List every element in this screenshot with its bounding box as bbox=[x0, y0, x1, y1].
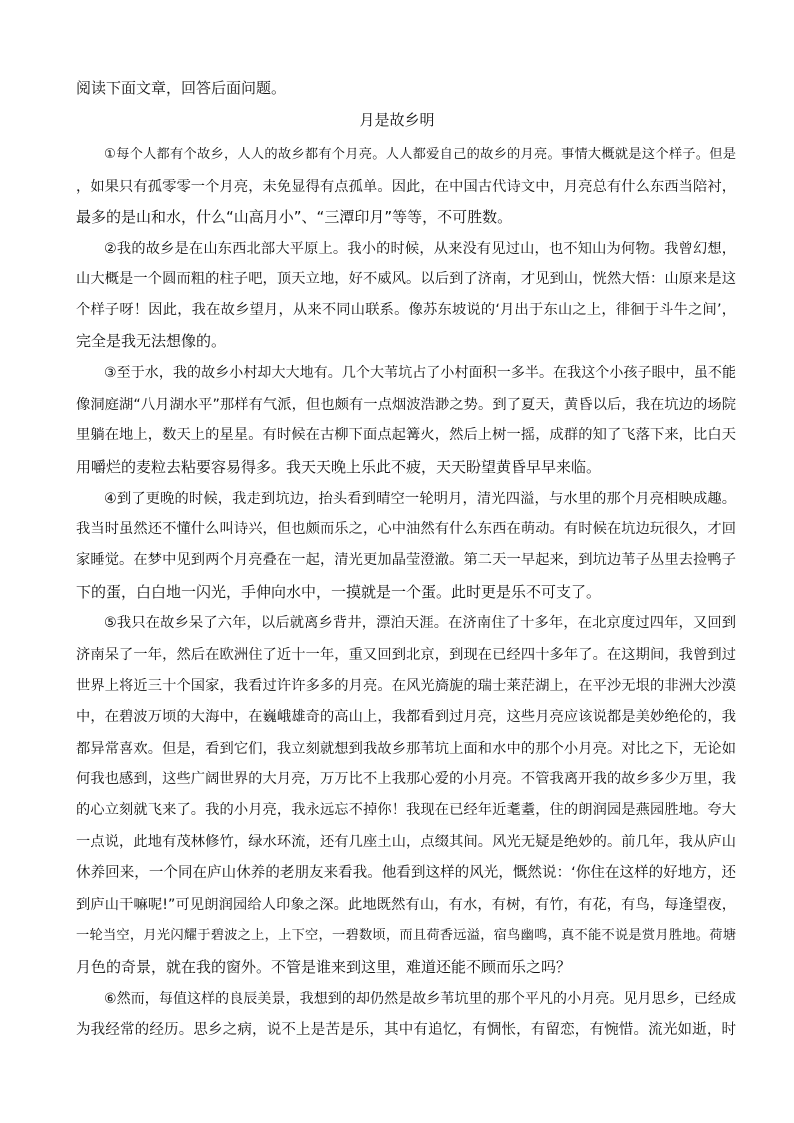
paragraph-5-line-1: ⑤我只在故乡呆了六年，以后就离乡背井，漂泊天涯。在济南住了十多年，在北京度过四年，又回到 bbox=[104, 615, 736, 631]
paragraph-5-line-4: 中，在碧波万顷的大海中，在巍峨雄奇的高山上，我都看到过月亮，这些月亮应该说都是美妙绝伦的，我 bbox=[76, 709, 736, 725]
paragraph-4-line-4: 下的蛋，白白地一闪光，手伸向水中，一摸就是一个蛋。此时更是乐不可支了。 bbox=[76, 583, 602, 601]
paragraph-5-line-5: 都异常喜欢。但是，看到它们，我立刻就想到我故乡那苇坑上面和水中的那个小月亮。对比之下，无论如 bbox=[76, 741, 736, 757]
paragraph-3-line-4: 用嚼烂的麦粒去粘要容易得多。我天天晚上乐此不疲，天天盼望黄昏早早来临。 bbox=[76, 458, 602, 476]
paragraph-5-line-9: 休养回来，一个同在庐山休养的老朋友来看我。他看到这样的风光，慨然说：‘你住在这样的好地方，还 bbox=[76, 865, 736, 881]
paragraph-1-line-2: ，如果只有孤零零一个月亮，未免显得有点孤单。因此，在中国古代诗文中，月亮总有什么东西当陪衬， bbox=[76, 179, 736, 195]
paragraph-1-line-1: ①每个人都有个故乡，人人的故乡都有个月亮。人人都爱自己的故乡的月亮。事情大概就是这个样子。但是 bbox=[104, 147, 736, 162]
paragraph-5-line-8: 一点说，此地有茂林修竹，绿水环流，还有几座土山，点缀其间。风光无疑是绝妙的。前几年，我从庐山 bbox=[76, 834, 736, 850]
reading-instruction: 阅读下面文章，回答后面问题。 bbox=[76, 79, 287, 97]
paragraph-5-line-7: 的心立刻就飞来了。我的小月亮，我永远忘不掉你！我现在已经年近耄耋，住的朗润园是燕园胜地。夸大 bbox=[76, 802, 736, 818]
paragraph-2-line-2: 山大概是一个圆而粗的柱子吧，顶天立地，好不威风。以后到了济南，才见到山，恍然大悟：山原来是这 bbox=[76, 271, 736, 287]
paragraph-5-line-10: 到庐山干嘛呢!”可见朗润园给人印象之深。此地既然有山，有水，有树，有竹，有花，有鸟，每逢望夜， bbox=[76, 897, 736, 913]
paragraph-6-line-1: ⑥然而，每值这样的良辰美景，我想到的却仍然是故乡苇坑里的那个平凡的小月亮。见月思乡，已经成 bbox=[104, 991, 736, 1007]
paragraph-2-line-4: 完全是我无法想像的。 bbox=[76, 332, 227, 350]
paragraph-3-line-1: ③至于水，我的故乡小村却大大地有。几个大苇坑占了小村面积一多半。在我这个小孩子眼中，虽不能 bbox=[104, 365, 736, 381]
paragraph-5-line-3: 世界上将近三十个国家，我看过许许多多的月亮。在风光旖旎的瑞士莱茫湖上，在平沙无垠的非洲大沙漠 bbox=[76, 678, 736, 694]
paragraph-2-line-1: ②我的故乡是在山东西北部大平原上。我小的时候，从来没有见过山，也不知山为何物。我曾幻想， bbox=[104, 241, 736, 257]
paragraph-2-line-3: 个样子呀！因此，我在故乡望月，从来不同山联系。像苏东坡说的‘月出于东山之上，徘徊于斗牛之间’， bbox=[76, 302, 736, 318]
article-title: 月是故乡明 bbox=[359, 111, 435, 129]
paragraph-3-line-2: 像洞庭湖“八月湖水平”那样有气派，但也颇有一点烟波浩渺之势。到了夏天，黄昏以后，我在坑边的场院 bbox=[76, 397, 736, 413]
paragraph-4-line-2: 我当时虽然还不懂什么叫诗兴，但也颇而乐之，心中油然有什么东西在萌动。有时候在坑边玩很久，才回 bbox=[76, 521, 736, 537]
paragraph-1-line-3: 最多的是山和水，什么“山高月小”、“三潭印月”等等，不可胜数。 bbox=[76, 208, 513, 226]
paragraph-5-line-6: 何我也感到，这些广阔世界的大月亮，万万比不上我那心爱的小月亮。不管我离开我的故乡多少万里，我 bbox=[76, 771, 736, 787]
paragraph-3-line-3: 里躺在地上，数天上的星星。有时候在古柳下面点起篝火，然后上树一摇，成群的知了飞落下来，比白天 bbox=[76, 427, 736, 443]
paragraph-4-line-3: 家睡觉。在梦中见到两个月亮叠在一起，清光更加晶莹澄澈。第二天一早起来，到坑边苇子丛里去捡鸭子 bbox=[76, 552, 736, 568]
paragraph-5-line-2: 济南呆了一年，然后在欧洲住了近十一年，重又回到北京，到现在已经四十多年了。在这期间，我曾到过 bbox=[76, 647, 736, 663]
paragraph-6-line-2: 为我经常的经历。思乡之病，说不上是苦是乐，其中有追忆，有惆怅，有留恋，有惋惜。流光如逝，时 bbox=[76, 1022, 736, 1038]
paragraph-5-line-12: 月色的奇景，就在我的窗外。不管是谁来到这里，难道还能不顾而乐之吗？ bbox=[76, 958, 572, 976]
paragraph-5-line-11: 一轮当空，月光闪耀于碧波之上，上下空，一碧数顷，而且荷香远溢，宿鸟幽鸣，真不能不说是赏月胜地。荷塘 bbox=[76, 928, 736, 943]
paragraph-4-line-1: ④到了更晚的时候，我走到坑边，抬头看到晴空一轮明月，清光四溢，与水里的那个月亮相映成趣。 bbox=[104, 491, 736, 507]
